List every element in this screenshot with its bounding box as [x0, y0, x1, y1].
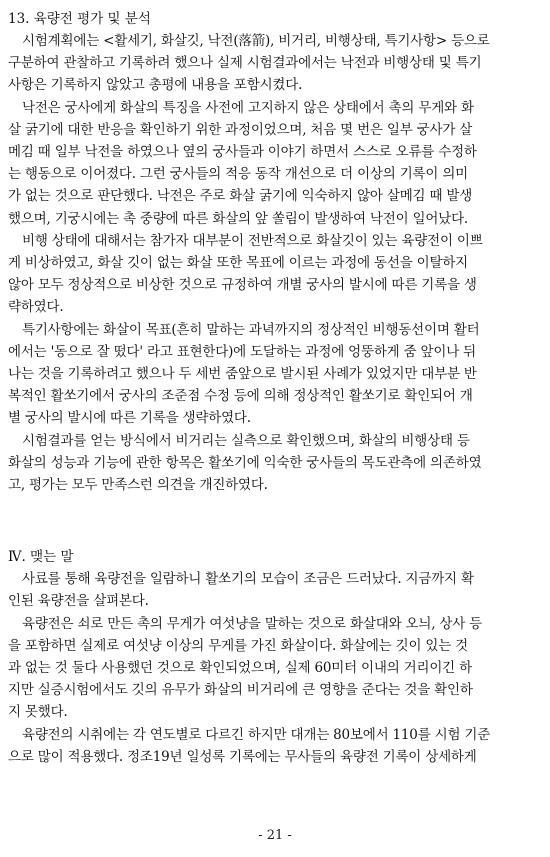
text-line: 인된 육량전을 살펴본다. — [8, 593, 149, 610]
section-body-evaluation — [8, 30, 542, 496]
text-line: 구분하여 관찰하고 기록하려 했으나 실제 시험결과에서는 낙전과 비행상태 및 특기 — [8, 55, 482, 72]
page-number: - 21 - — [258, 828, 292, 843]
text-line: 시험결과를 얻는 방식에서 비거리는 실측으로 확인했으며, 화살의 비행상태 등 — [22, 432, 470, 449]
text-line: 고, 평가는 모두 만족스런 의견을 개진하였다. — [8, 477, 268, 494]
text-line: 지 못했다. — [8, 704, 68, 721]
section-gap — [8, 496, 542, 546]
text-line: 략하였다. — [8, 299, 64, 316]
text-line: 가 없는 것으로 판단했다. 낙전은 주로 화살 굵기에 익숙하지 않아 살메김 때 발생 — [8, 188, 473, 205]
text-line: 했으며, 기궁시에는 촉 중량에 따른 화살의 앞 쏠림이 발생하여 낙전이 일어났다. — [8, 210, 469, 227]
text-line: 지만 실증시험에서도 깃의 유무가 화살의 비거리에 큰 영향을 준다는 것을 확인하 — [8, 682, 473, 699]
text-line: 화살의 성능과 기능에 관한 항목은 활쏘기에 익숙한 궁사들의 목도관측에 의존하였 — [8, 454, 482, 471]
text-line: 않아 모두 정상적으로 비상한 것으로 규정하여 개별 궁사의 발시에 따른 기록을 생 — [8, 277, 477, 294]
text-line: 게 비상하였고, 화살 깃이 없는 화살 또한 목표에 이르는 과정에 동선을 이탈하지 — [8, 255, 469, 272]
section-heading-evaluation: 13. 육량전 평가 및 분석 — [8, 11, 151, 27]
text-line: 시험계획에는 <활세기, 화살깃, 낙전(落箭), 비거리, 비행상태, 특기사항> 등으로 — [22, 33, 490, 49]
text-line: 낙전은 궁사에게 화살의 특징을 사전에 고지하지 않은 상태에서 촉의 무게와 화 — [22, 99, 474, 116]
text-line: 육량전의 시취에는 각 연도별로 다르긴 하지만 대개는 80보에서 110를 시험 기준 — [22, 726, 491, 743]
text-line: 비행 상태에 대해서는 참가자 대부분이 전반적으로 화살깃이 있는 육량전이 이쁘 — [22, 232, 483, 249]
text-line: 특기사항에는 화살이 목표(흔히 말하는 과녁까지의 정상적인 비행동선이며 활터 — [22, 321, 480, 338]
text-line: 과 없는 것 둘다 사용했던 것으로 확인되었으며, 실제 60미터 이내의 거리이긴 하 — [8, 660, 472, 677]
document-page — [8, 8, 542, 768]
text-line: 는 행동으로 이어졌다. 그런 궁사들의 적응 동작 개선으로 더 이상의 기록이 의미 — [8, 166, 469, 183]
text-line: 별 궁사의 발시에 따른 기록을 생략하였다. — [8, 410, 251, 427]
text-line: 사항은 기록하지 않았고 총평에 내용을 포함시켰다. — [8, 77, 303, 94]
text-line: 복적인 활쏘기에서 궁사의 조준점 수정 등에 의해 정상적인 활쏘기로 확인되어 개 — [8, 388, 473, 405]
text-line: 나는 것을 기록하려고 했으나 두 세번 줌앞으로 발시된 사례가 있었지만 대부분 반 — [8, 366, 477, 383]
text-line: 살 굵기에 대한 반응을 확인하기 위한 과정이었으며, 처음 몇 번은 일부 궁사가 살 — [8, 121, 473, 138]
section-body-conclusion — [8, 568, 542, 768]
text-line: 으로 많이 적용했다. 정조19년 일성록 기록에는 무사들의 육량전 기록이 상세하게 — [8, 748, 477, 765]
text-line: 메김 때 일부 낙전을 하였으나 옆의 궁사들과 이야기 하면서 스스로 오류를 수정하 — [8, 144, 477, 161]
text-line: 에서는 '동으로 잘 떴다' 라고 표현한다)에 도달하는 과정에 엉뚱하게 줌 앞이나 뒤 — [8, 343, 477, 360]
text-line: 을 포함하면 실제로 여섯냥 이상의 무게를 가진 화살이다. 화살에는 깃이 있는 것 — [8, 637, 469, 654]
section-heading-conclusion: Ⅳ. 맺는 말 — [8, 549, 74, 566]
text-line: 육량전은 쇠로 만든 촉의 무게가 여섯냥을 말하는 것으로 화살대와 오늬, 상사 등 — [22, 615, 483, 632]
text-line: 사료를 통해 육량전을 일람하니 활쏘기의 모습이 조금은 드러났다. 지금까지 확 — [22, 571, 474, 588]
